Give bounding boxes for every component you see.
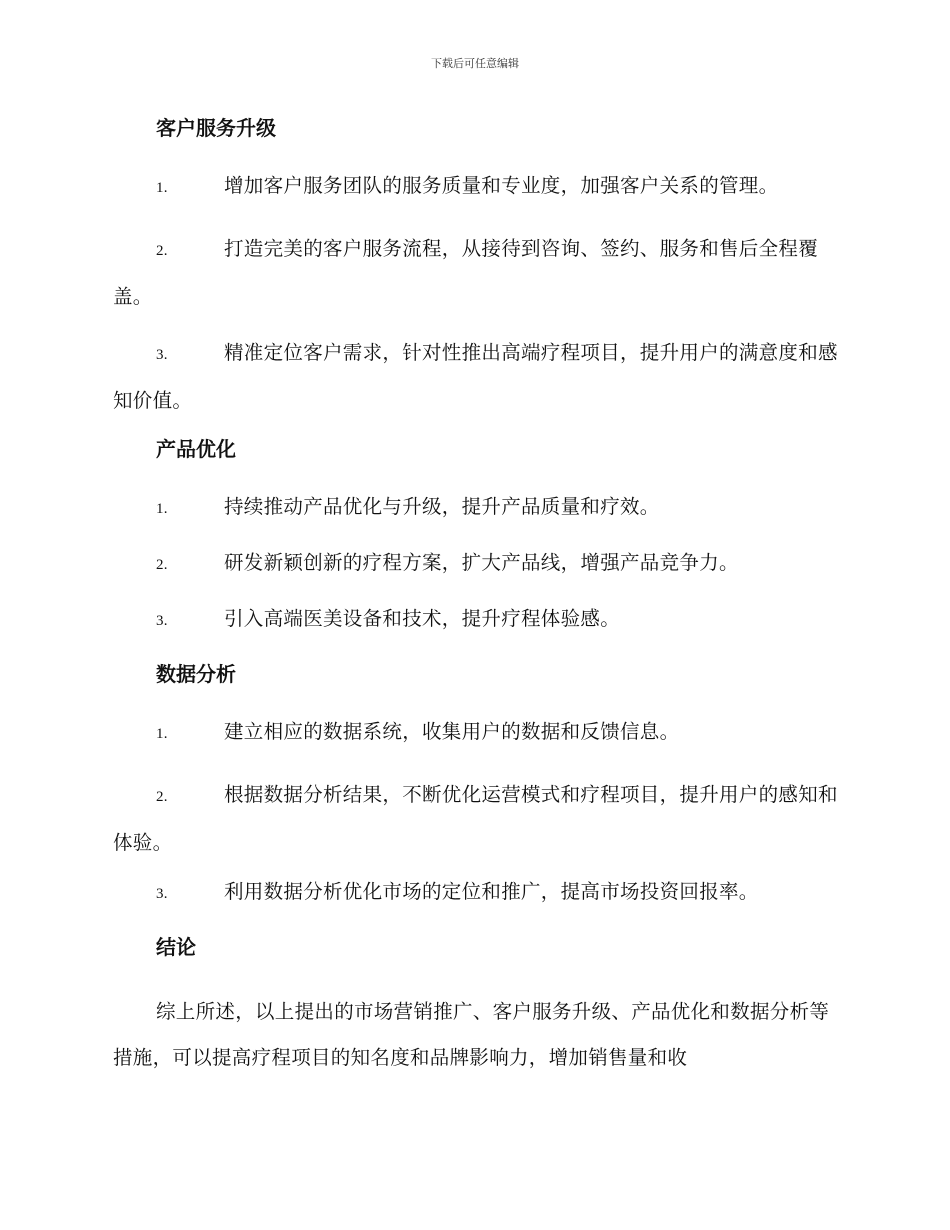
list-item	[113, 716, 838, 762]
list-item	[113, 226, 838, 320]
list-item	[113, 170, 838, 216]
section-customer-service	[113, 113, 838, 424]
list-item	[113, 330, 838, 424]
list-text: 精准定位客户需求，针对性推出高端疗程项目，提升用户的满意度和感知价值。	[113, 341, 838, 412]
list-number: 2.	[156, 789, 168, 805]
list-item	[113, 603, 838, 649]
section-heading: 结论	[156, 935, 196, 959]
list-text: 利用数据分析优化市场的定位和推广，提高市场投资回报率。	[224, 880, 759, 903]
list-number: 2.	[156, 243, 168, 259]
list-text: 研发新颖创新的疗程方案，扩大产品线，增强产品竞争力。	[224, 551, 739, 574]
list-text: 增加客户服务团队的服务质量和专业度，加强客户关系的管理。	[224, 174, 779, 197]
section-product-optimization	[113, 434, 838, 649]
list-number: 2.	[156, 557, 168, 573]
section-heading: 数据分析	[156, 662, 236, 686]
section-heading: 客户服务升级	[156, 116, 276, 140]
list-number: 3.	[156, 613, 168, 629]
list-number: 1.	[156, 726, 168, 742]
header-note: 下载后可任意编辑	[431, 57, 519, 70]
list-item	[113, 547, 838, 593]
list-text: 持续推动产品优化与升级，提升产品质量和疗效。	[224, 495, 660, 518]
section-heading: 产品优化	[156, 437, 236, 461]
section-data-analysis	[113, 659, 838, 922]
list-number: 1.	[156, 501, 168, 517]
conclusion-paragraph: 综上所述，以上提出的市场营销推广、客户服务升级、产品优化和数据分析等措施，可以提高疗程项目的知名度和品牌影响力，增加销售量和收	[113, 1000, 830, 1069]
list-text: 建立相应的数据系统，收集用户的数据和反馈信息。	[224, 720, 680, 743]
list-text: 打造完美的客户服务流程，从接待到咨询、签约、服务和售后全程覆盖。	[113, 237, 819, 308]
list-number: 3.	[156, 886, 168, 902]
list-text: 根据数据分析结果，不断优化运营模式和疗程项目，提升用户的感知和体验。	[113, 783, 838, 854]
list-number: 3.	[156, 347, 168, 363]
list-item	[113, 876, 838, 922]
list-item	[113, 772, 838, 866]
document-body	[113, 113, 838, 1081]
list-number: 1.	[156, 180, 168, 196]
list-item	[113, 491, 838, 537]
list-text: 引入高端医美设备和技术，提升疗程体验感。	[224, 607, 621, 630]
section-conclusion	[113, 932, 838, 1081]
